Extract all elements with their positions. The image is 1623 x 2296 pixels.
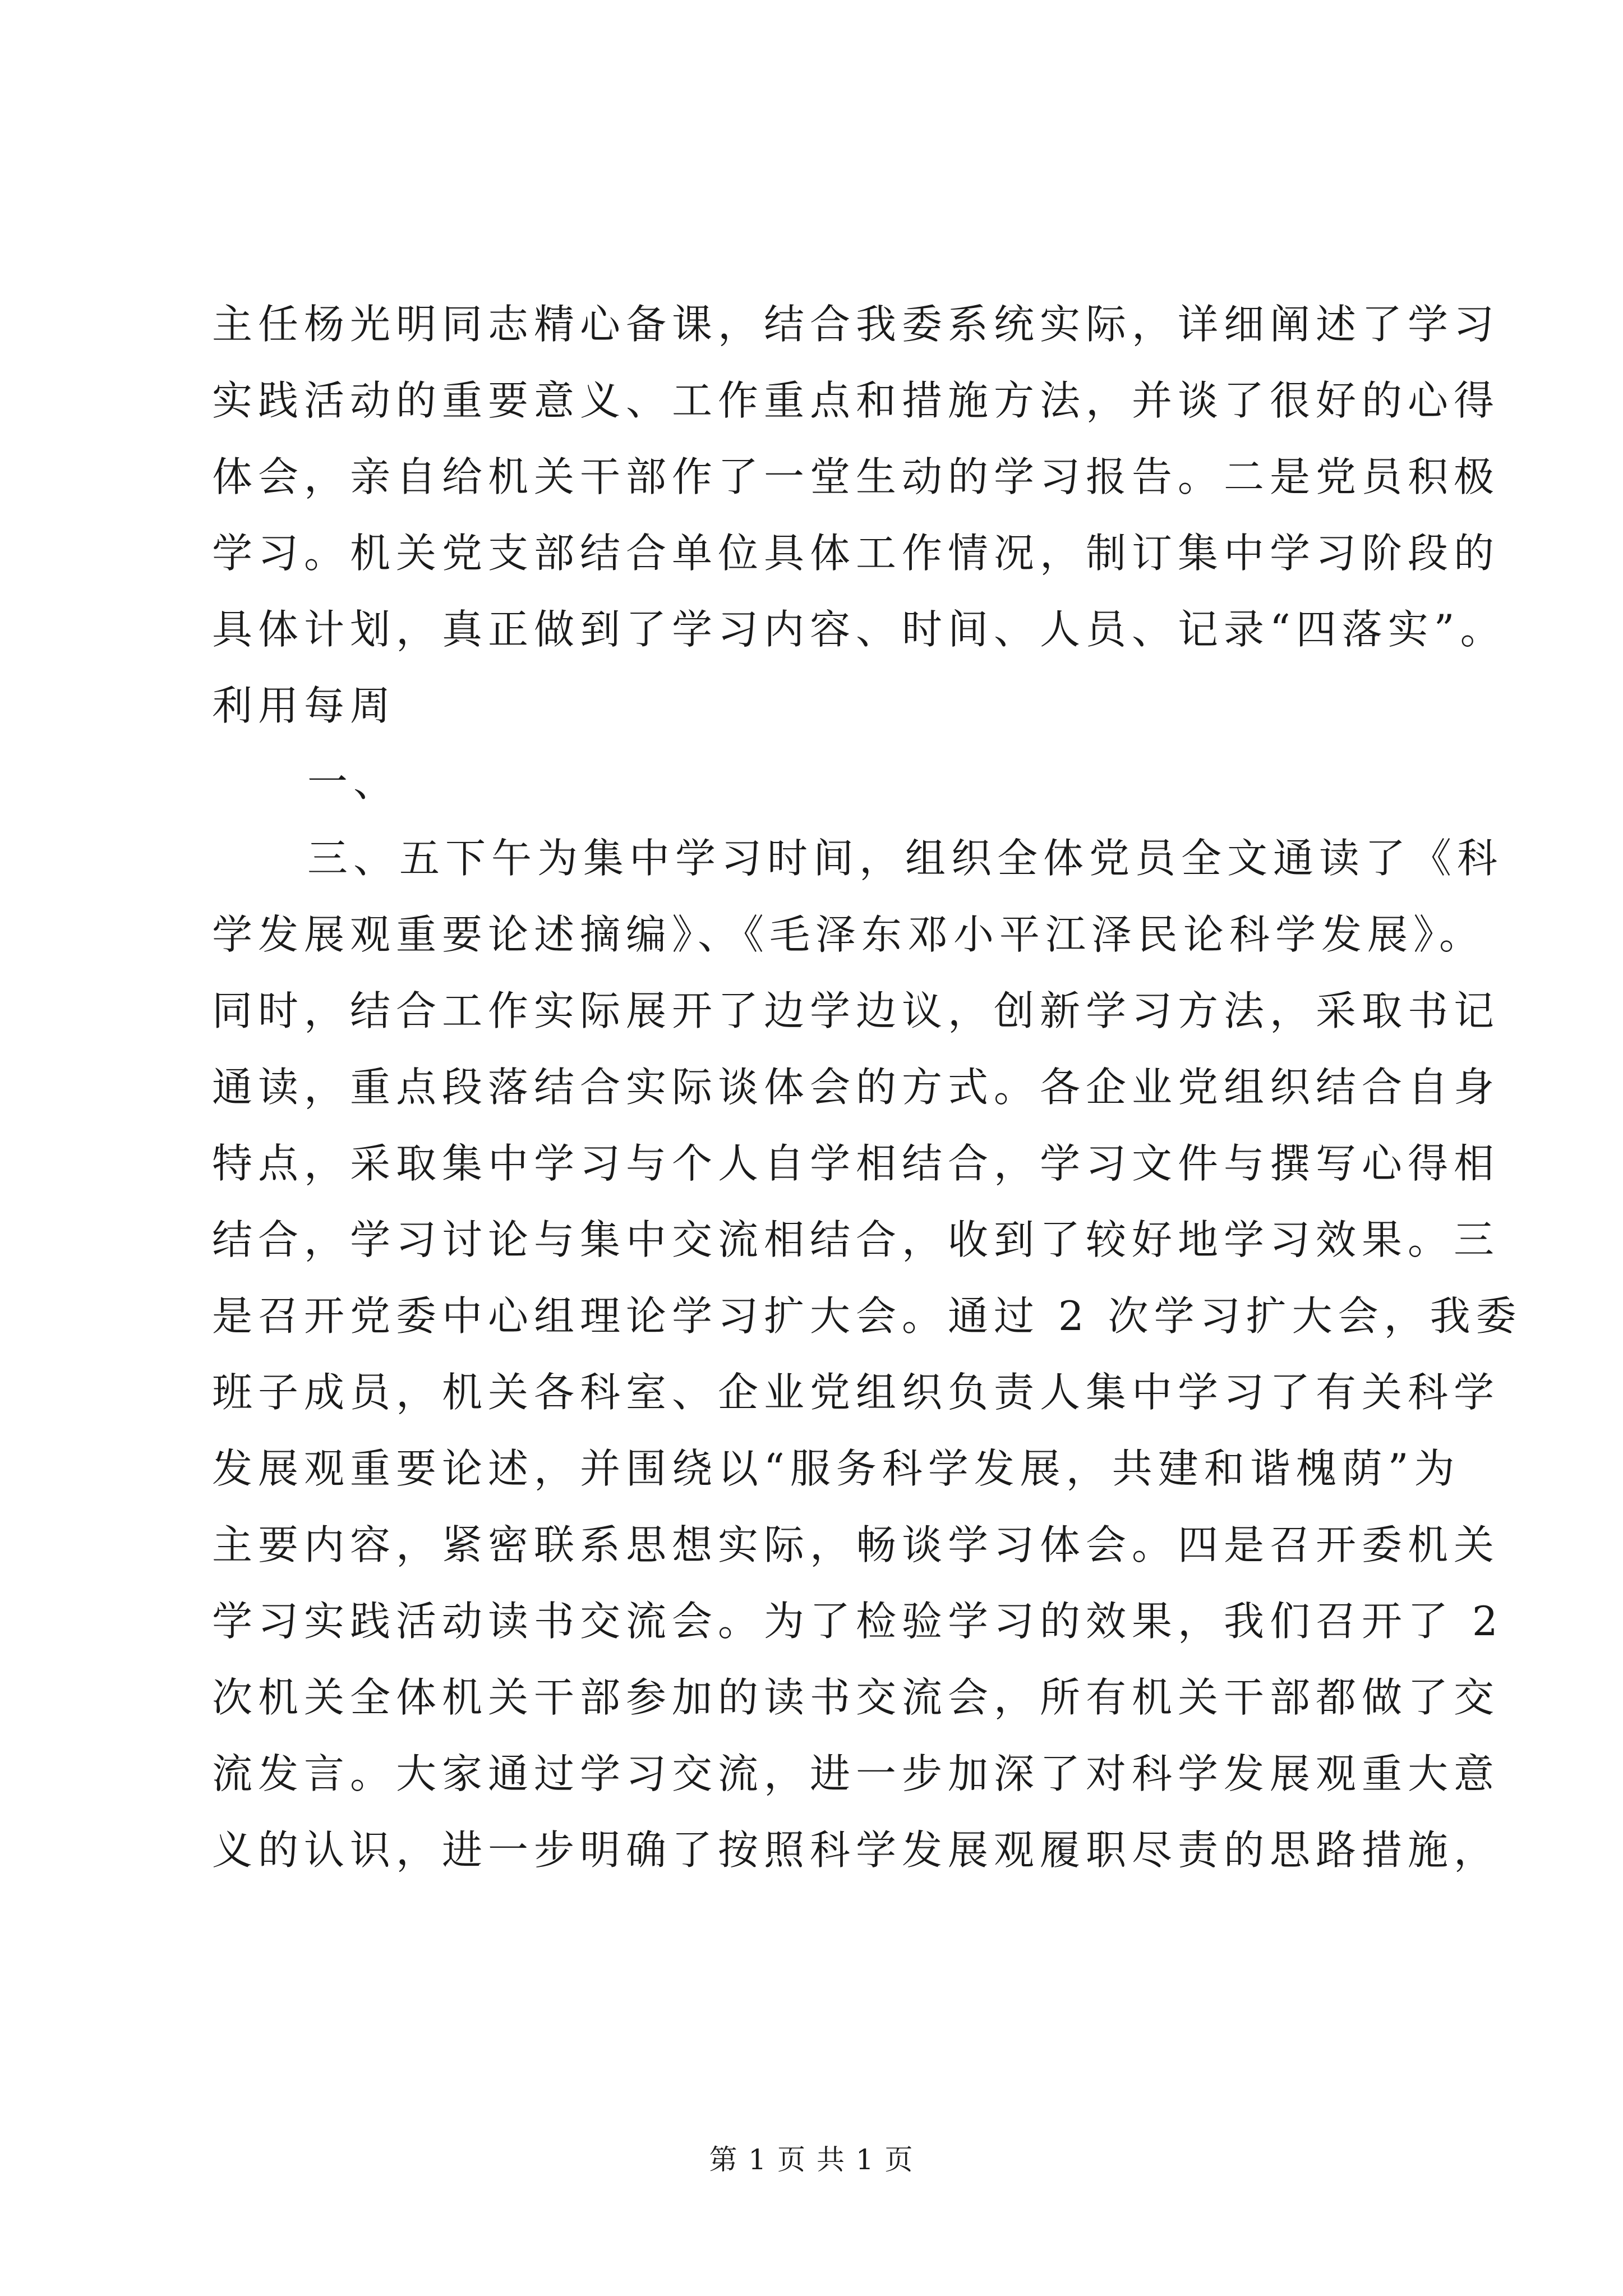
text-line: 义的认识，进一步明确了按照科学发展观履职尽责的思路措施，: [212, 1826, 1500, 1874]
text-line: 主任杨光明同志精心备课，结合我委系统实际，详细阐述了学习: [212, 301, 1500, 348]
text-line: 学习实践活动读书交流会。为了检验学习的效果，我们召开了 2: [212, 1598, 1504, 1645]
text-line: 发展观重要论述，并围绕以“服务科学发展，共建和谐槐荫”为: [212, 1445, 1460, 1492]
text-line: 流发言。大家通过学习交流，进一步加深了对科学发展观重大意: [212, 1750, 1500, 1797]
text-line: 学习。机关党支部结合单位具体工作情况，制订集中学习阶段的: [212, 530, 1500, 577]
text-line: 体会，亲自给机关干部作了一堂生动的学习报告。二是党员积极: [212, 453, 1500, 500]
page-footer: 第 1 页 共 1 页: [709, 2143, 914, 2176]
text-line: 学发展观重要论述摘编》、《毛泽东邓小平江泽民论科学发展》。: [212, 911, 1486, 958]
text-line: 班子成员，机关各科室、企业党组织负责人集中学习了有关科学: [212, 1369, 1500, 1416]
body-text: [212, 286, 1522, 1888]
text-line: 一、: [307, 758, 400, 806]
text-line: 次机关全体机关干部参加的读书交流会，所有机关干部都做了交: [212, 1674, 1500, 1721]
text-line: 特点，采取集中学习与个人自学相结合，学习文件与撰写心得相: [212, 1140, 1500, 1187]
text-line: 利用每周: [212, 682, 396, 729]
text-line: 实践活动的重要意义、工作重点和措施方法，并谈了很好的心得: [212, 377, 1500, 424]
text-line: 是召开党委中心组理论学习扩大会。通过 2 次学习扩大会，我委: [212, 1292, 1522, 1340]
text-line: 结合，学习讨论与集中交流相结合，收到了较好地学习效果。三: [212, 1216, 1500, 1263]
text-line: 主要内容，紧密联系思想实际，畅谈学习体会。四是召开委机关: [212, 1521, 1500, 1568]
text-line: 三、五下午为集中学习时间，组织全体党员全文通读了《科: [307, 835, 1504, 882]
text-line: 同时，结合工作实际展开了边学边议，创新学习方法，采取书记: [212, 987, 1500, 1034]
text-line: 通读，重点段落结合实际谈体会的方式。各企业党组织结合自身: [212, 1064, 1500, 1111]
text-line: 具体计划，真正做到了学习内容、时间、人员、记录“四落实”。: [212, 606, 1506, 653]
